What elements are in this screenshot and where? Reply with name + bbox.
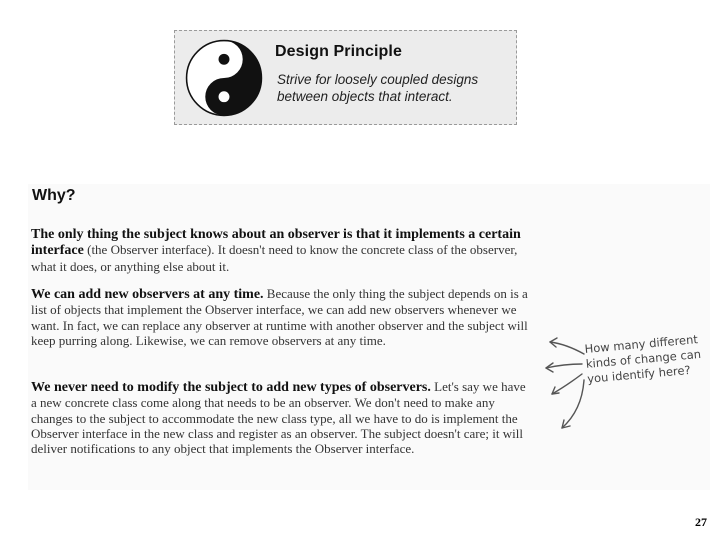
paragraph-3-body: Let's say we have a new concrete class come along that needs to be an observer. We don't need to make any changes to the subject to accommodate the new class type, all we have to do is implement the Observer interface in the new class and register as an observer. The subject doesn't care; it will deliver notifications to any object that implements the Observer interface.: [31, 379, 526, 457]
yin-yang-icon: [185, 39, 263, 117]
handwritten-note: How many different kinds of change can you identify here?: [584, 332, 702, 386]
paragraph-2-body: Because the only thing the subject depends on is a list of objects that implement the Observer interface, we can add new observers whenever we want. In fact, we can replace any observer at runtime with another observer and the subject will keep purring along. Likewise, we can remove observers at any time.: [31, 286, 528, 348]
why-heading: Why?: [32, 187, 76, 204]
paragraph-1-body: (the Observer interface). It doesn't need to know the concrete class of the observer, what it does, or anything else about it.: [31, 242, 518, 274]
paragraph-1: [31, 226, 531, 274]
paragraph-3: [31, 379, 531, 456]
paragraph-1-lead: The only thing the subject knows about an observer is that it implements a certain interface: [31, 227, 521, 259]
paragraph-3-lead: We never need to modify the subject to add new types of observers.: [31, 380, 431, 395]
paragraph-2: [31, 286, 531, 348]
paragraph-2-lead: We can add new observers at any time.: [31, 287, 264, 302]
design-principle-box: [174, 30, 517, 125]
page-number: 27: [695, 515, 707, 529]
principle-title: Design Principle: [275, 43, 402, 60]
principle-text: Strive for loosely coupled designs between objects that interact.: [277, 72, 479, 104]
